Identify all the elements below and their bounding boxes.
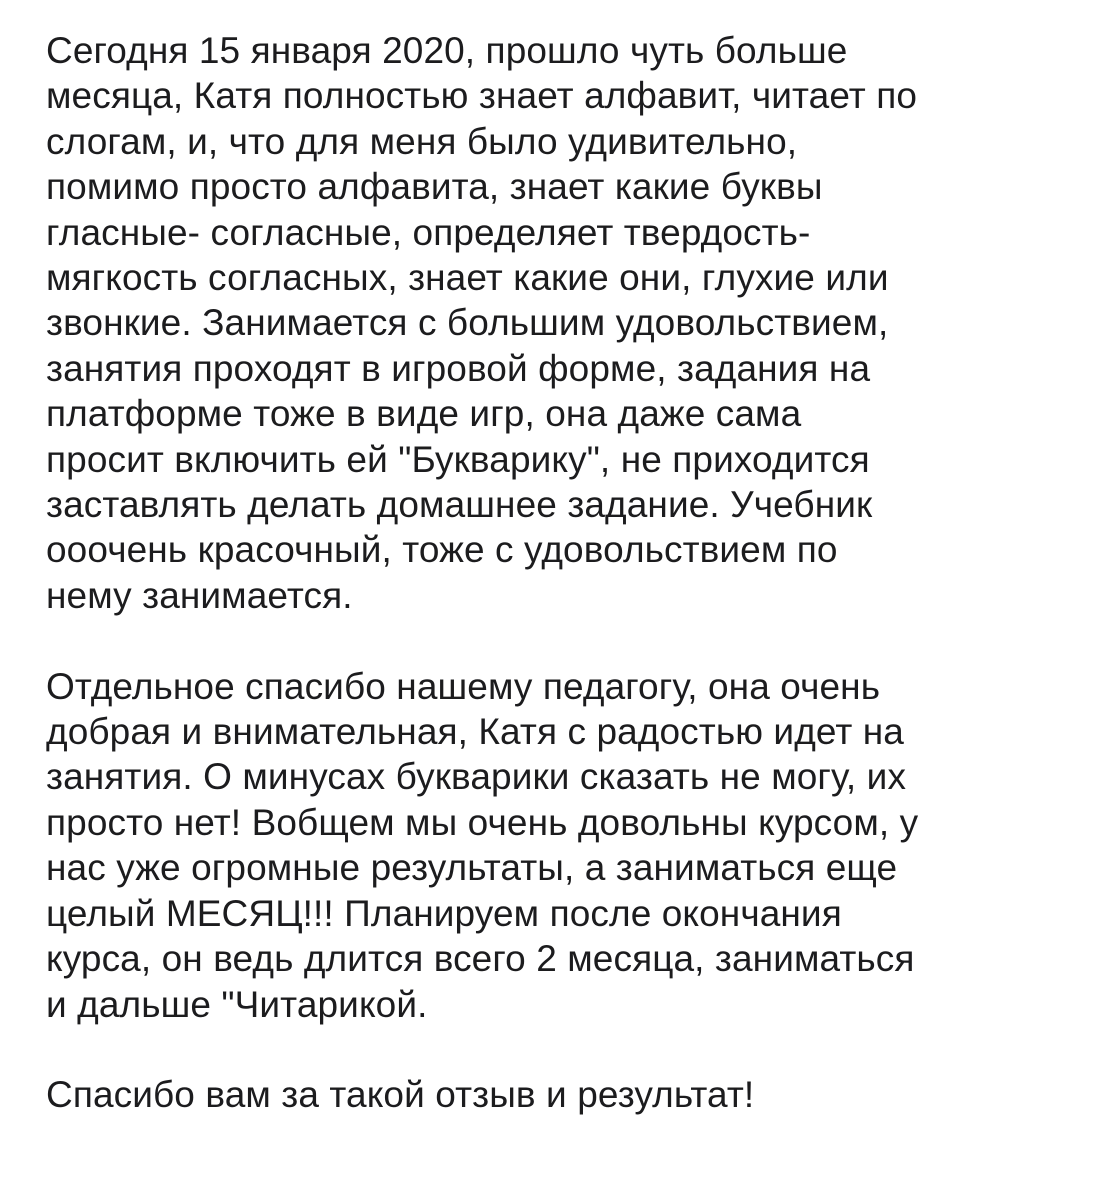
text-line: занятия. О минусах букварики сказать не могу, их	[46, 756, 907, 798]
text-line: нему занимается.	[46, 574, 353, 616]
text-line: помимо просто алфавита, знает какие буквы	[46, 166, 823, 208]
text-line: гласные- согласные, определяет твердость-	[46, 211, 811, 253]
text-line: заставлять делать домашнее задание. Учебник	[46, 484, 873, 526]
text-line: и дальше "Читарикой.	[46, 983, 428, 1025]
text-line: Сегодня 15 января 2020, прошло чуть больше	[46, 30, 848, 71]
paragraph-2	[46, 664, 1076, 1027]
text-line: целый МЕСЯЦ!!! Планируем после окончания	[46, 892, 842, 934]
text-line: добрая и внимательная, Катя с радостью идет на	[46, 711, 904, 753]
text-line: месяца, Катя полностью знает алфавит, читает по	[46, 75, 918, 117]
text-line: курса, он ведь длится всего 2 месяца, заниматься	[46, 938, 915, 980]
text-line: просто нет! Вобщем мы очень довольны курсом, у	[46, 801, 919, 843]
text-line: Отдельное спасибо нашему педагогу, она очень	[46, 665, 881, 707]
text-line: ооочень красочный, тоже с удовольствием по	[46, 529, 838, 571]
text-line: мягкость согласных, знает какие они, глухие или	[46, 257, 889, 299]
text-line: Спасибо вам за такой отзыв и результат!	[46, 1074, 755, 1116]
paragraph-3	[46, 1072, 1076, 1117]
text-line: звонкие. Занимается с большим удовольствием,	[46, 302, 889, 344]
text-line: просит включить ей "Букварику", не приходится	[46, 438, 870, 480]
text-line: слогам, и, что для меня было удивительно,	[46, 120, 798, 162]
text-line: занятия проходят в игровой форме, задания на	[46, 347, 871, 389]
review-text	[46, 28, 1076, 1118]
text-line: нас уже огромные результаты, а заниматься еще	[46, 847, 898, 889]
paragraph-1	[46, 28, 1076, 618]
text-line: платформе тоже в виде игр, она даже сама	[46, 393, 802, 435]
